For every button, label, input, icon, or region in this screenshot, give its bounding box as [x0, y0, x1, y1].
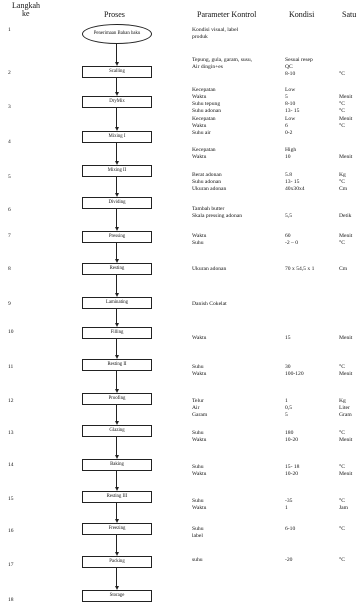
kondisi-value: 13- 15 — [285, 179, 300, 185]
parameter-text: Ukuran adonan — [192, 186, 227, 192]
header-ke: ke — [22, 9, 30, 18]
satuan-value: °C — [339, 557, 345, 563]
kondisi-value: 1 — [285, 398, 288, 404]
flow-connector — [116, 108, 117, 127]
process-box: Packing — [82, 556, 152, 568]
flow-connector — [116, 405, 117, 421]
process-box: Penerimaan Bahan baku — [82, 24, 152, 44]
kondisi-value: 6 — [285, 123, 288, 129]
satuan-value: °C — [339, 108, 345, 114]
process-box: DryMix — [82, 96, 152, 108]
kondisi-value: 1 — [285, 505, 288, 511]
flow-connector — [116, 371, 117, 389]
parameter-text: Kecepatan — [192, 116, 216, 122]
flow-connector — [116, 209, 117, 227]
parameter-text: Waktu — [192, 371, 207, 377]
step-number: 4 — [8, 139, 11, 145]
satuan-value: °C — [339, 498, 345, 504]
satuan-value: °C — [339, 101, 345, 107]
kondisi-value: Sesuai resep — [285, 57, 313, 63]
kondisi-value: 8-10 — [285, 101, 296, 107]
process-box: Storage — [82, 590, 152, 602]
header-kondisi: Kondisi — [289, 10, 315, 19]
parameter-text: Garam — [192, 412, 208, 418]
kondisi-value: 5,5 — [285, 213, 292, 219]
kondisi-value: -20 — [285, 557, 293, 563]
parameter-text: Danish Cokelat — [192, 301, 227, 307]
process-box: Resting — [82, 263, 152, 275]
step-number: 9 — [8, 301, 11, 307]
parameter-text: Waktu — [192, 154, 207, 160]
parameter-text: Suhu — [192, 464, 204, 470]
satuan-value: Menit — [339, 116, 353, 122]
kondisi-value: -2 – 0 — [285, 240, 299, 246]
kondisi-value: 8-10 — [285, 71, 296, 77]
step-number: 14 — [8, 462, 14, 468]
parameter-text: Waktu — [192, 437, 207, 443]
kondisi-value: 60 — [285, 233, 291, 239]
process-box: Dividing — [82, 197, 152, 209]
process-box: Proofing — [82, 393, 152, 405]
kondisi-value: High — [285, 147, 297, 153]
satuan-value: °C — [339, 179, 345, 185]
step-number: 10 — [8, 329, 14, 335]
process-box: Mixing I — [82, 131, 152, 143]
header-satuan: Satu — [342, 10, 357, 19]
parameter-text: Ukuran adonan — [192, 266, 227, 272]
satuan-value: °C — [339, 430, 345, 436]
flow-connector — [116, 275, 117, 293]
kondisi-value: 10 — [285, 154, 291, 160]
flow-connector — [116, 339, 117, 355]
satuan-value: Cm — [339, 186, 348, 192]
flow-connector — [116, 177, 117, 193]
parameter-text: Suhu adonan — [192, 179, 222, 185]
parameter-text: Air — [192, 405, 200, 411]
satuan-value: Kg — [339, 172, 346, 178]
process-box: Filling — [82, 327, 152, 339]
parameter-text: Tambah butter — [192, 206, 225, 212]
parameter-text: label — [192, 533, 203, 539]
header-langkah: Langkah — [12, 1, 40, 10]
header-parameter: Parameter Kontrol — [197, 10, 257, 19]
parameter-text: Waktu — [192, 335, 207, 341]
step-number: 17 — [8, 562, 14, 568]
parameter-text: Waktu — [192, 505, 207, 511]
header-proses: Proses — [104, 10, 125, 19]
parameter-text: Suhu — [192, 526, 204, 532]
satuan-value: °C — [339, 240, 345, 246]
parameter-text: suhu — [192, 557, 203, 563]
satuan-value: Menit — [339, 335, 353, 341]
satuan-value: Menit — [339, 371, 353, 377]
flow-connector — [116, 78, 117, 92]
process-box: Glazing — [82, 425, 152, 437]
satuan-value: Liter — [339, 405, 350, 411]
process-box: Resting III — [82, 491, 152, 503]
step-number: 16 — [8, 528, 14, 534]
parameter-text: Suhu — [192, 364, 204, 370]
satuan-value: Menit — [339, 154, 353, 160]
parameter-text: Berat adonan — [192, 172, 222, 178]
process-box: Pressing — [82, 231, 152, 243]
satuan-value: Detik — [339, 213, 352, 219]
process-box: Laminating — [82, 297, 152, 309]
step-number: 5 — [8, 174, 11, 180]
process-box: Resting II — [82, 359, 152, 371]
kondisi-value: Low — [285, 116, 296, 122]
kondisi-value: Low — [285, 87, 296, 93]
satuan-value: °C — [339, 71, 345, 77]
flow-connector — [116, 437, 117, 455]
parameter-text: Air dingin+es — [192, 64, 223, 70]
kondisi-value: 0,5 — [285, 405, 292, 411]
kondisi-value: 0-2 — [285, 130, 293, 136]
kondisi-value: 10-20 — [285, 437, 299, 443]
satuan-value: °C — [339, 123, 345, 129]
flow-connector — [116, 568, 117, 586]
process-box: Mixing II — [82, 165, 152, 177]
satuan-value: Jam — [339, 505, 349, 511]
parameter-text: Waktu — [192, 233, 207, 239]
step-number: 3 — [8, 104, 11, 110]
process-box: Baking — [82, 459, 152, 471]
step-number: 7 — [8, 233, 11, 239]
kondisi-value: 5 — [285, 94, 288, 100]
kondisi-value: -35 — [285, 498, 293, 504]
parameter-text: Waktu — [192, 471, 207, 477]
parameter-text: Suhu — [192, 498, 204, 504]
step-number: 2 — [8, 70, 11, 76]
parameter-text: Waktu — [192, 123, 207, 129]
step-number: 1 — [8, 27, 11, 33]
step-number: 18 — [8, 597, 14, 603]
kondisi-value: 5.8 — [285, 172, 292, 178]
step-number: 11 — [8, 364, 14, 370]
parameter-text: Suhu tepung — [192, 101, 221, 107]
flow-connector — [116, 243, 117, 259]
step-number: 12 — [8, 398, 14, 404]
step-number: 13 — [8, 430, 14, 436]
satuan-value: °C — [339, 364, 345, 370]
parameter-text: Suhu — [192, 240, 204, 246]
parameter-text: Kecepatan — [192, 147, 216, 153]
kondisi-value: 40x30x4 — [285, 186, 305, 192]
flow-connector — [116, 44, 117, 62]
parameter-text: Waktu — [192, 94, 207, 100]
satuan-value: °C — [339, 464, 345, 470]
satuan-value: Cm — [339, 266, 348, 272]
flow-connector — [116, 309, 117, 323]
parameter-text: Suhu — [192, 430, 204, 436]
flow-connector — [116, 503, 117, 519]
kondisi-value: 15- 18 — [285, 464, 300, 470]
process-box: Scalling — [82, 66, 152, 78]
satuan-value: Menit — [339, 471, 353, 477]
kondisi-value: 13- 15 — [285, 108, 300, 114]
kondisi-value: 15 — [285, 335, 291, 341]
parameter-text: Skala pressing adonan — [192, 213, 243, 219]
satuan-value: Kg — [339, 398, 346, 404]
parameter-text: Suhu air — [192, 130, 211, 136]
kondisi-value: 70 x 54,5 x 1 — [285, 266, 315, 272]
kondisi-value: 5 — [285, 412, 288, 418]
parameter-text: produk — [192, 34, 208, 40]
kondisi-value: 100-120 — [285, 371, 304, 377]
satuan-value: °C — [339, 526, 345, 532]
step-number: 8 — [8, 266, 11, 272]
parameter-text: Kecepatan — [192, 87, 216, 93]
step-number: 15 — [8, 496, 14, 502]
kondisi-value: 30 — [285, 364, 291, 370]
satuan-value: Menit — [339, 437, 353, 443]
flow-connector — [116, 143, 117, 161]
satuan-value: Gram — [339, 412, 352, 418]
process-box: Freezing — [82, 523, 152, 535]
satuan-value: Menit — [339, 94, 353, 100]
parameter-text: Tepung, gula, garam, susu, — [192, 57, 253, 63]
kondisi-value: QC — [285, 64, 293, 70]
flow-connector — [116, 471, 117, 487]
kondisi-value: 180 — [285, 430, 294, 436]
flow-connector — [116, 535, 117, 552]
parameter-text: Telur — [192, 398, 204, 404]
kondisi-value: 6-10 — [285, 526, 296, 532]
step-number: 6 — [8, 207, 11, 213]
satuan-value: Menit — [339, 233, 353, 239]
parameter-text: Suhu adonan — [192, 108, 222, 114]
kondisi-value: 10-20 — [285, 471, 299, 477]
parameter-text: Kondisi visual, label — [192, 27, 239, 33]
